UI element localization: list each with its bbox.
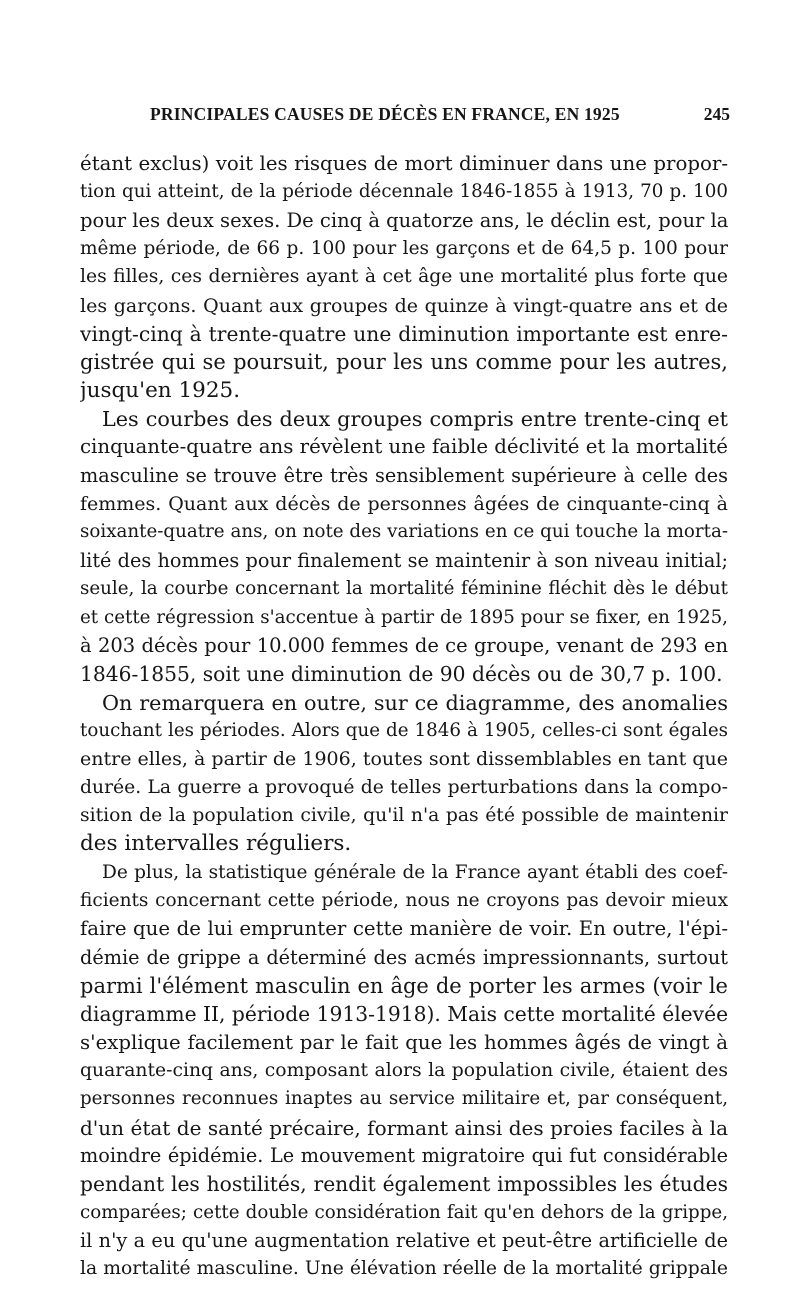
running-header — [80, 104, 730, 132]
paragraph-end-line: des intervalles réguliers. — [80, 831, 352, 857]
text-line: durée. La guerre a provoqué de telles perturbations dans la compo- — [80, 776, 728, 798]
text-line: les garçons. Quant aux groupes de quinze à vingt-quatre ans et de — [80, 294, 728, 317]
text-line: pendant les hostilités, rendit également impossibles les études — [80, 1172, 728, 1197]
text-line: masculine se trouve être très sensiblement supérieure à celle des — [80, 463, 728, 487]
text-line: quarante-cinq ans, composant alors la population civile, étaient des — [80, 1060, 728, 1081]
text-line: comparées; cette double considération fait qu'en dehors de la grippe, — [80, 1201, 728, 1223]
paragraph-start-line: On remarquera en outre, sur ce diagramme, des anomalies — [102, 690, 728, 715]
text-line: faire que de lui emprunter cette manière de voir. En outre, l'épi- — [80, 917, 728, 941]
text-line: même période, de 66 p. 100 pour les garçons et de 64,5 p. 100 pour — [80, 238, 728, 260]
text-line: touchant les périodes. Alors que de 1846 à 1905, celles-ci sont égales — [80, 719, 728, 741]
text-line: diagramme II, période 1913-1918). Mais cette mortalité élevée — [80, 1002, 728, 1027]
page-number: 245 — [703, 104, 730, 124]
text-line: vingt-cinq à trente-quatre une diminution importante est enre- — [80, 322, 728, 347]
text-line: ficients concernant cette période, nous ne croyons pas devoir mieux — [80, 889, 728, 911]
text-line: à 203 décès pour 10.000 femmes de ce groupe, venant de 293 en — [80, 633, 728, 657]
paragraph-start-line: Les courbes des deux groupes compris entre trente-cinq et — [102, 407, 728, 432]
text-line: il n'y a eu qu'une augmentation relative et peut-être artificielle de — [80, 1229, 728, 1253]
paragraph-end-line: 1846-1855, soit une diminution de 90 décès ou de 30,7 p. 100. — [80, 662, 723, 687]
text-line: pour les deux sexes. De cinq à quatorze ans, le déclin est, pour la — [80, 208, 728, 232]
text-line: étant exclus) voit les risques de mort diminuer dans une propor- — [80, 152, 728, 175]
paragraph-end-line: jusqu'en 1925. — [80, 377, 241, 403]
text-line: d'un état de santé précaire, formant ainsi des proies faciles à la — [80, 1115, 728, 1140]
text-line: la mortalité masculine. Une élévation réelle de la mortalité grippale — [80, 1258, 728, 1280]
paragraph-start-line: De plus, la statistique générale de la France ayant établi des coef- — [102, 861, 728, 883]
running-title: PRINCIPALES CAUSES DE DÉCÈS EN FRANCE, EN 1925 — [150, 104, 620, 124]
text-line: parmi l'élément masculin en âge de porter les armes (voir le — [80, 973, 728, 998]
text-line: moindre épidémie. Le mouvement migratoire qui fut considérable — [80, 1144, 728, 1168]
text-line: les filles, ces dernières ayant à cet âge une mortalité plus forte que — [80, 266, 728, 288]
text-line: sition de la population civile, qu'il n'a pas été possible de maintenir — [80, 804, 728, 826]
text-line: s'explique facilement par le fait que les hommes âgés de vingt à — [80, 1030, 728, 1054]
text-line: seule, la courbe concernant la mortalité féminine fléchit dès le début — [80, 578, 728, 600]
text-line: démie de grippe a déterminé des acmés impressionnants, surtout — [80, 945, 728, 969]
text-line: entre elles, à partir de 1906, toutes sont dissemblables en tant que — [80, 748, 728, 771]
text-line: tion qui atteint, de la période décennale 1846-1855 à 1913, 70 p. 100 — [80, 181, 728, 203]
body-text — [80, 150, 728, 1284]
text-line: cinquante-quatre ans révèlent une faible déclivité et la mortalité — [80, 435, 728, 459]
text-line: et cette régression s'accentue à partir de 1895 pour se fixer, en 1925, — [80, 606, 728, 628]
text-line: soixante-quatre ans, on note des variations en ce qui touche la morta- — [80, 521, 728, 543]
text-line: gistrée qui se poursuit, pour les uns comme pour les autres, — [80, 350, 728, 375]
text-line: femmes. Quant aux décès de personnes âgées de cinquante-cinq à — [80, 493, 728, 516]
text-line: lité des hommes pour finalement se maintenir à son niveau initial; — [80, 548, 728, 572]
text-line: personnes reconnues inaptes au service militaire et, par conséquent, — [80, 1088, 728, 1110]
